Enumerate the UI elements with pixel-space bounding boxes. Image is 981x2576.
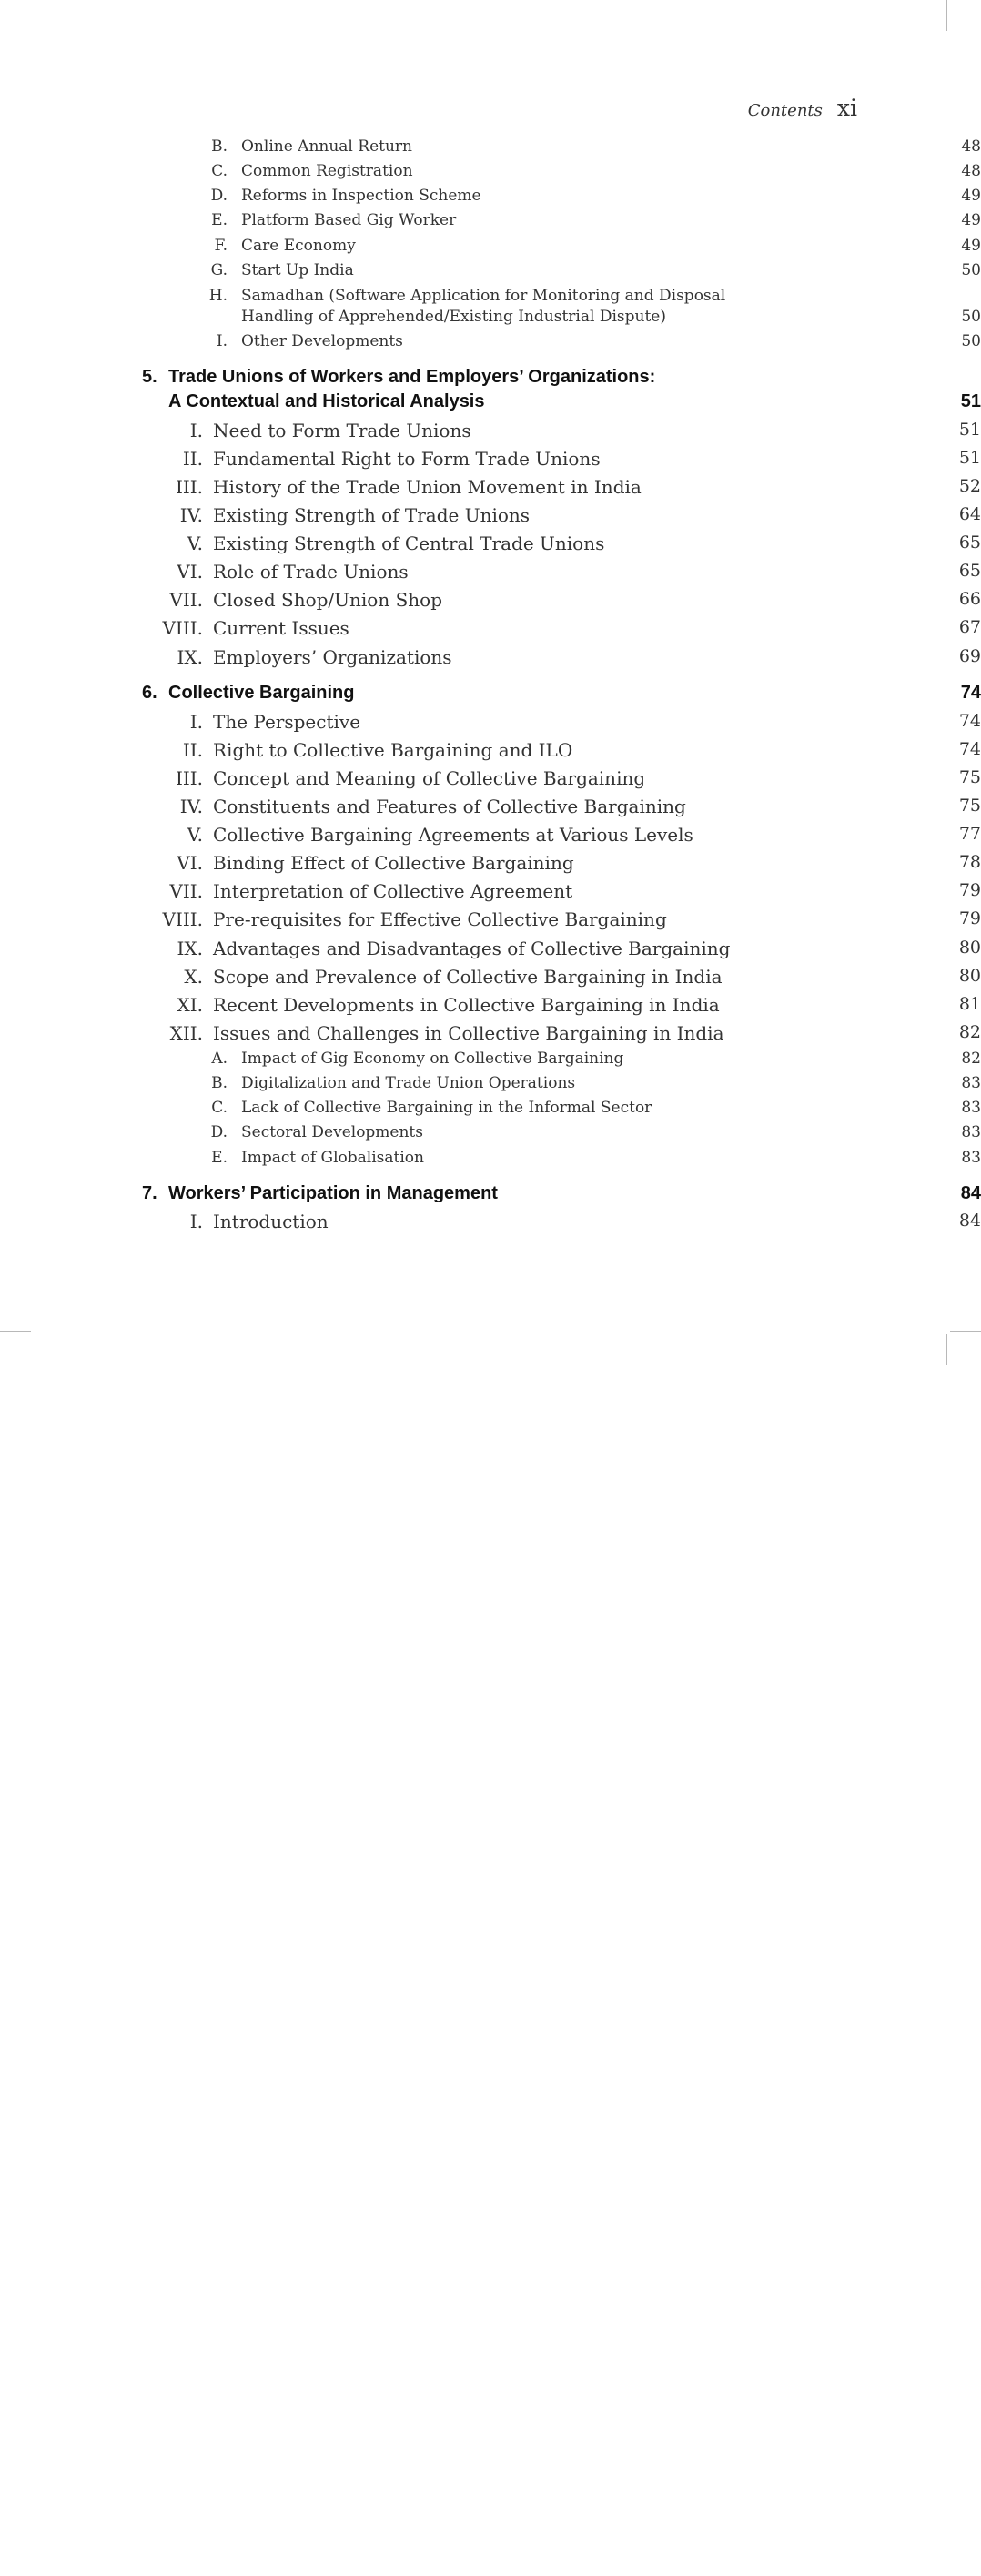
entry-title: Pre-requisites for Effective Collective Bargaining [213,908,667,930]
entry-page: 50 [961,308,981,326]
entry-number: C. [211,162,228,180]
entry-page: 49 [961,237,981,255]
entry-page: 74 [958,711,981,731]
entry-page: 67 [958,617,981,637]
chapter-title: Collective Bargaining [168,683,355,703]
chapter-page: 74 [960,683,981,703]
entry-title: Introduction [213,1211,329,1232]
entry-page: 83 [961,1099,981,1117]
chapter-title-line-2: A Contextual and Historical Analysis [168,391,485,411]
entry-page: 51 [958,448,981,468]
entry-title: The Perspective [213,711,361,733]
entry-page: 77 [958,824,981,844]
entry-number: I. [216,332,228,350]
chapter-page: 84 [960,1183,981,1203]
chapter-number: 7. [142,1183,157,1203]
entry-page: 51 [958,420,981,440]
entry-number: IX. [177,938,203,959]
entry-page: 49 [961,187,981,205]
entry-title: Right to Collective Bargaining and ILO [213,739,573,761]
entry-title: Scope and Prevalence of Collective Bargaining in India [213,966,723,988]
entry-page: 65 [958,561,981,581]
entry-title: Impact of Gig Economy on Collective Bargaining [241,1050,624,1068]
entry-number: V. [187,824,203,846]
entry-title: Online Annual Return [241,137,412,156]
entry-page: 83 [961,1123,981,1141]
entry-number: I. [189,711,203,733]
entry-number: A. [211,1050,228,1068]
entry-number: VII. [169,589,203,611]
entry-title: Current Issues [213,617,349,639]
chapter-number: 6. [142,683,157,703]
entry-page: 66 [958,589,981,609]
entry-number: I. [189,420,203,441]
entry-title: Sectoral Developments [241,1123,423,1141]
entry-number: III. [175,476,203,498]
page-number: xi [836,95,857,121]
entry-number: F. [214,237,228,255]
entry-title: Existing Strength of Central Trade Unions [213,532,605,554]
entry-number: IV. [179,796,203,817]
entry-page: 84 [958,1211,981,1231]
entry-page: 64 [958,504,981,524]
entry-number: XII. [169,1022,203,1044]
entry-page: 75 [958,796,981,816]
entry-title: Common Registration [241,162,413,180]
entry-number: IV. [179,504,203,526]
entry-title: Employers’ Organizations [213,646,452,668]
entry-title: Advantages and Disadvantages of Collective Bargaining [213,938,731,959]
entry-page: 83 [961,1074,981,1092]
entry-page: 75 [958,767,981,787]
entry-title: Recent Developments in Collective Bargaining in India [213,994,720,1016]
entry-page: 74 [958,739,981,759]
chapter-number: 5. [142,367,157,387]
entry-title: Reforms in Inspection Scheme [241,187,481,205]
entry-title: Binding Effect of Collective Bargaining [213,852,574,874]
entry-number: VIII. [162,617,203,639]
entry-page: 52 [958,476,981,496]
entry-number: X. [184,966,203,988]
entry-number: II. [182,739,203,761]
crop-mark-top-right [946,0,947,31]
running-header-label: Contents [747,101,823,120]
entry-page: 65 [958,532,981,553]
chapter-page: 51 [960,391,981,411]
chapter-title: Trade Unions of Workers and Employers’ Organizations: [168,367,656,387]
entry-number: VIII. [162,908,203,930]
entry-page: 82 [961,1050,981,1068]
entry-title: Role of Trade Unions [213,561,409,583]
entry-title: Fundamental Right to Form Trade Unions [213,448,601,470]
entry-number: D. [210,187,228,205]
entry-number: H. [208,287,228,305]
entry-number: III. [175,767,203,789]
entry-title: Collective Bargaining Agreements at Various Levels [213,824,693,846]
entry-page: 50 [961,332,981,350]
entry-title: Care Economy [241,237,356,255]
entry-number: B. [211,1074,228,1092]
entry-number: D. [210,1123,228,1141]
entry-title: Start Up India [241,261,354,279]
entry-title: Closed Shop/Union Shop [213,589,443,611]
entry-title: Other Developments [241,332,403,350]
entry-page: 82 [958,1022,981,1042]
entry-title: Concept and Meaning of Collective Bargaining [213,767,646,789]
entry-number: G. [210,261,228,279]
entry-title: Samadhan (Software Application for Monitoring and Disposal [241,287,726,305]
entry-page: 79 [958,880,981,900]
entry-number: E. [211,211,228,229]
entry-page: 80 [958,966,981,986]
entry-number: VII. [169,880,203,902]
entry-title: Digitalization and Trade Union Operations [241,1074,576,1092]
entry-title: Platform Based Gig Worker [241,211,457,229]
entry-page: 49 [961,211,981,229]
entry-number: B. [211,137,228,156]
entry-title: Interpretation of Collective Agreement [213,880,573,902]
entry-page: 69 [958,646,981,666]
entry-number: E. [211,1149,228,1167]
entry-page: 81 [958,994,981,1014]
entry-title: Impact of Globalisation [241,1149,424,1167]
entry-title-line-2: Handling of Apprehended/Existing Industrial Dispute) [241,308,666,326]
entry-number: VI. [177,852,203,874]
entry-title: Lack of Collective Bargaining in the Informal Sector [241,1099,652,1117]
entry-title: Issues and Challenges in Collective Bargaining in India [213,1022,724,1044]
entry-number: I. [189,1211,203,1232]
entry-number: C. [211,1099,228,1117]
entry-page: 48 [961,162,981,180]
entry-page: 83 [961,1149,981,1167]
entry-number: XI. [177,994,203,1016]
chapter-title: Workers’ Participation in Management [168,1183,498,1203]
entry-page: 78 [958,852,981,872]
entry-number: IX. [177,646,203,668]
entry-title: Existing Strength of Trade Unions [213,504,531,526]
running-header [748,95,857,121]
entry-number: V. [187,532,203,554]
entry-number: II. [182,448,203,470]
entry-page: 50 [961,261,981,279]
entry-title: Need to Form Trade Unions [213,420,471,441]
entry-page: 80 [958,938,981,958]
entry-title: Constituents and Features of Collective Bargaining [213,796,686,817]
entry-page: 48 [961,137,981,156]
entry-page: 79 [958,908,981,928]
entry-number: VI. [177,561,203,583]
entry-title: History of the Trade Union Movement in India [213,476,642,498]
